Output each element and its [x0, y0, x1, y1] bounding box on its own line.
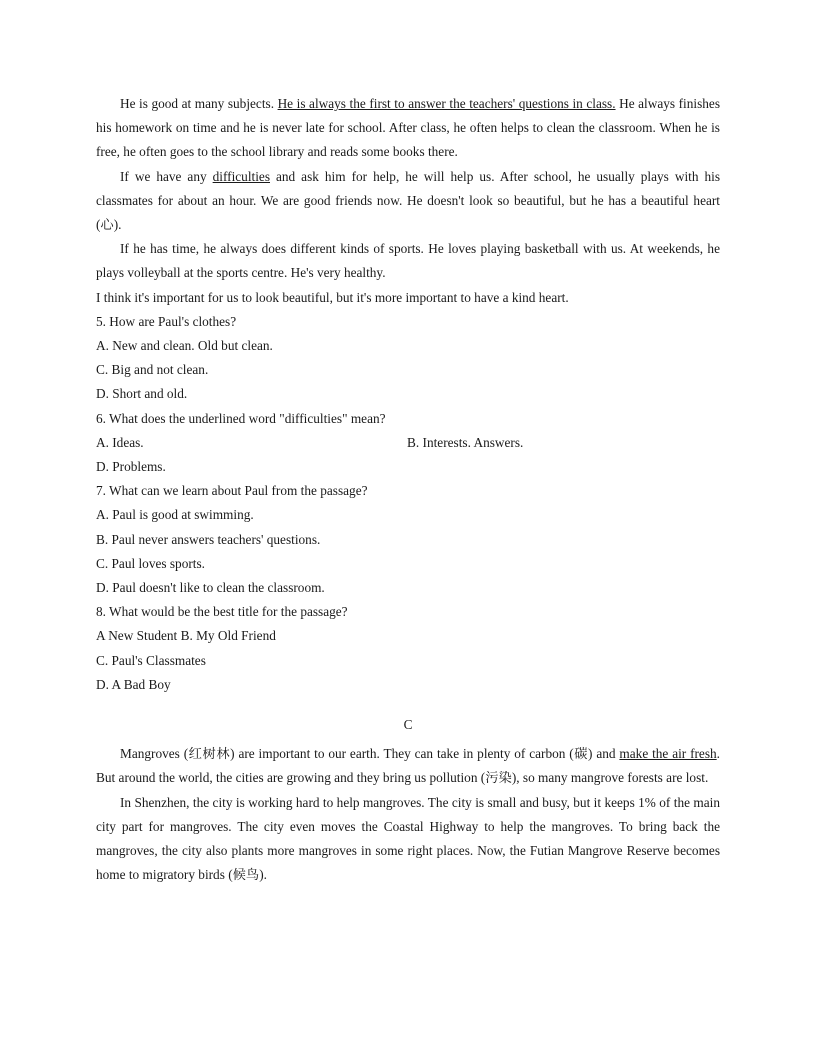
question-6-option-d: D. Problems.	[96, 459, 166, 475]
underlined-sentence: He is always the first to answer the teachers' questions in class.	[277, 96, 616, 111]
question-6-option-a: A. Ideas.	[96, 434, 144, 450]
passage-b-paragraph-2	[96, 165, 720, 238]
question-8-option-c: C. Paul's Classmates	[96, 652, 206, 668]
question-6-stem: 6. What does the underlined word "difficulties" mean?	[96, 410, 386, 426]
passage-c-paragraph-1	[96, 742, 720, 790]
passage-b-paragraph-4: I think it's important for us to look beautiful, but it's more important to have a kind heart.	[96, 289, 569, 305]
question-6-option-b: B. Interests. Answers.	[407, 434, 524, 450]
text-span: He always finishes his homework on time and he is never late for school. After class, he often helps to clean the classroom. When he is free, he often goes to the school library and reads some books there.	[96, 96, 720, 160]
question-5-stem: 5. How are Paul's clothes?	[96, 313, 237, 329]
text-span: If we have any	[120, 168, 213, 184]
question-5-option-a: A. New and clean. Old but clean.	[96, 338, 273, 354]
passage-b-paragraph-1	[96, 92, 720, 165]
text-span: . But around the world, the cities are growing and they bring us pollution (污染), so many mangrove forests are lost.	[96, 746, 720, 786]
question-5-option-c: C. Big and not clean.	[96, 362, 209, 378]
question-8-stem: 8. What would be the best title for the passage?	[96, 604, 348, 620]
passage-c-paragraph-2: In Shenzhen, the city is working hard to help mangroves. The city is small and busy, but it keeps 1% of the main city part for mangroves. The city even moves the Coastal Highway to help the mangroves. To bring back the mangroves, the city also plants more mangroves in some right places. Now, the Futian Mangrove Reserve becomes home to migratory birds (候鸟).	[96, 794, 720, 883]
question-7-option-c: C. Paul loves sports.	[96, 555, 205, 571]
question-8-option-d: D. A Bad Boy	[96, 676, 171, 692]
question-7-option-a: A. Paul is good at swimming.	[96, 507, 254, 523]
text-span: He is good at many subjects.	[120, 96, 278, 111]
underlined-phrase: make the air fresh	[619, 746, 717, 762]
document-page	[96, 92, 720, 888]
text-span: and ask him for help, he will help us. After school, he usually plays with his classmates for about an hour. We are good friends now. He doesn't look so beautiful, but he has a beautiful heart (心).	[96, 168, 720, 233]
question-5-option-d: D. Short and old.	[96, 386, 188, 402]
question-7-option-b: B. Paul never answers teachers' questions.	[96, 531, 321, 547]
passage-b-paragraph-3: If he has time, he always does different kinds of sports. He loves playing basketball with us. At weekends, he plays volleyball at the sports centre. He's very healthy.	[96, 241, 720, 281]
passage-c-heading: C	[403, 717, 413, 733]
question-6-options-row	[96, 431, 720, 455]
spacer	[96, 697, 720, 713]
question-7-option-d: D. Paul doesn't like to clean the classroom.	[96, 580, 325, 596]
question-8-options-a-b: A New Student B. My Old Friend	[96, 628, 276, 644]
text-span: Mangroves (红树林) are important to our earth. They can take in plenty of carbon (碳) and	[120, 746, 620, 762]
underlined-word: difficulties	[212, 168, 270, 184]
question-7-stem: 7. What can we learn about Paul from the passage?	[96, 483, 368, 499]
